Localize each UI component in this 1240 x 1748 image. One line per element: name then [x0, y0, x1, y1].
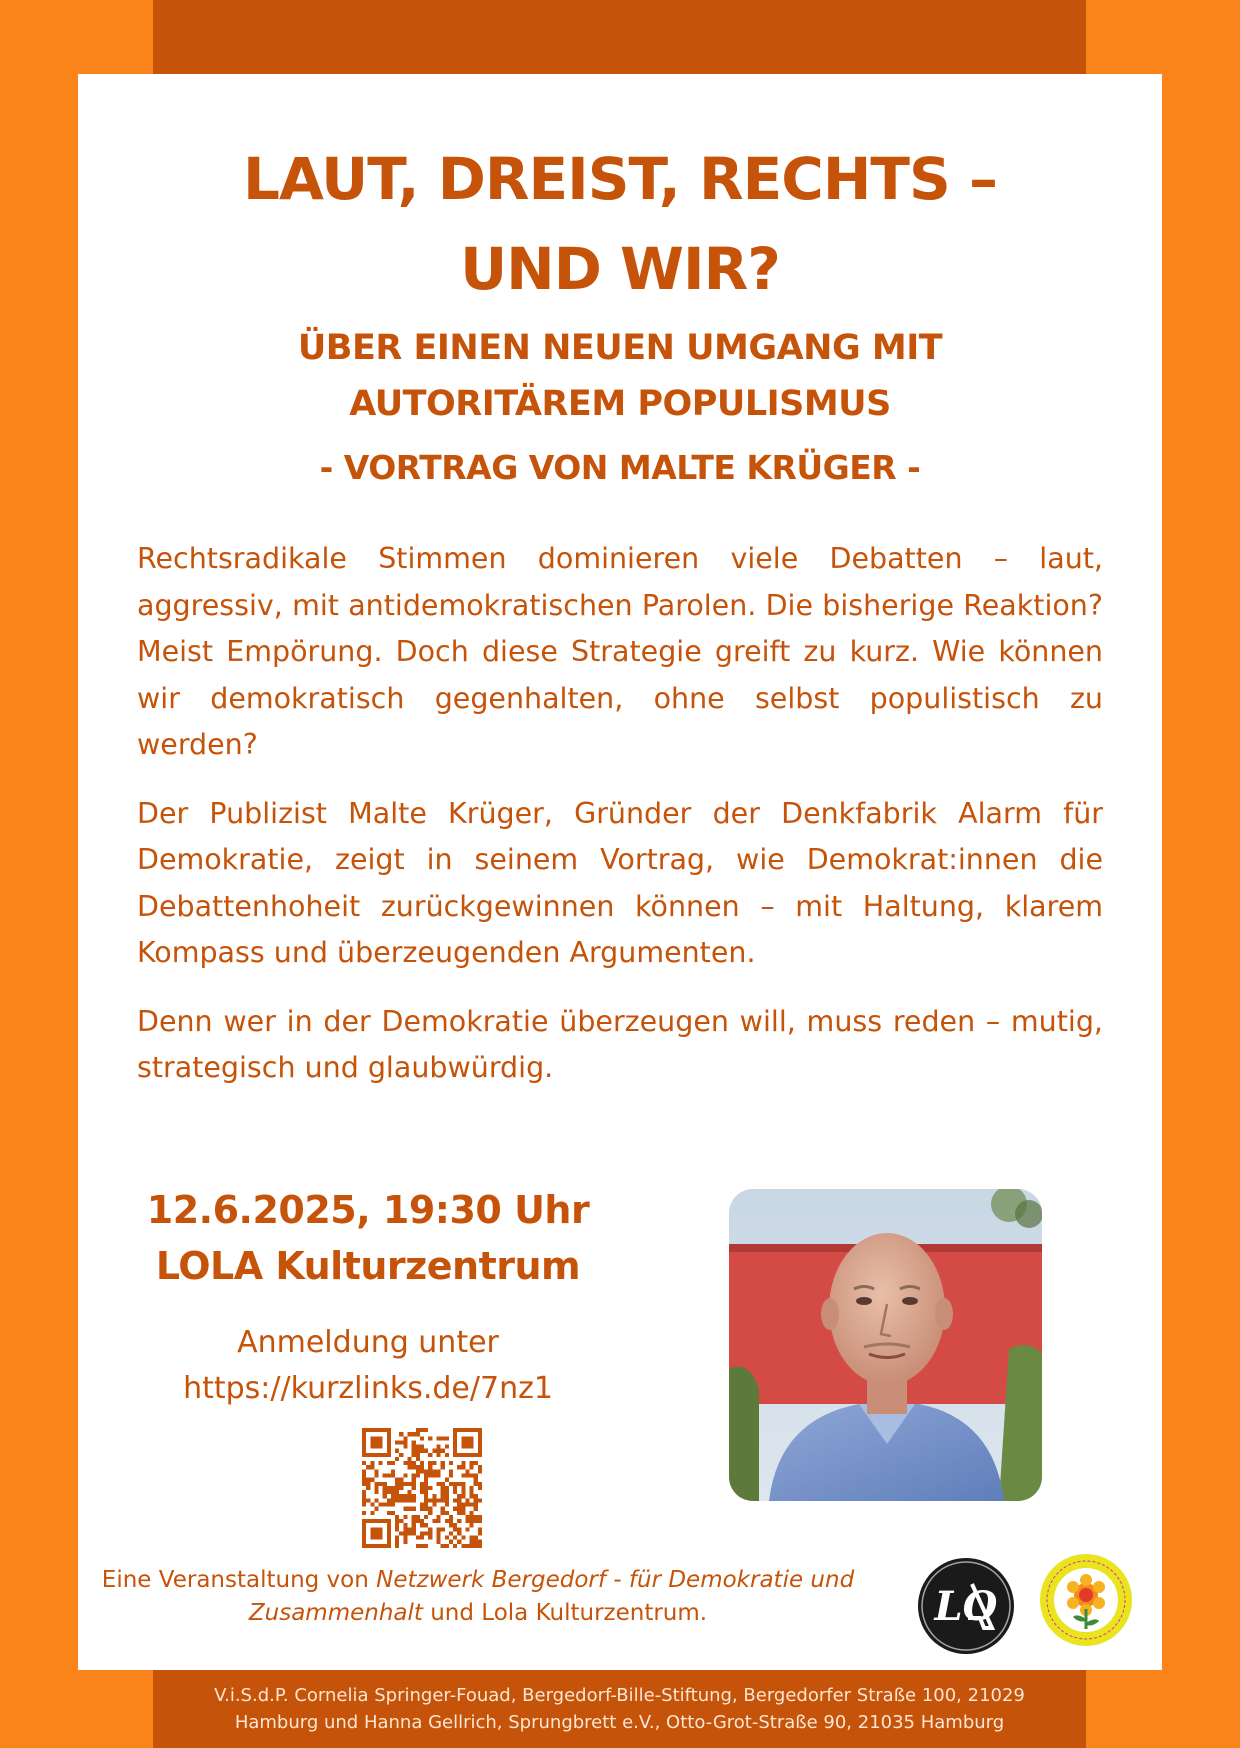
imprint-line-1: V.i.S.d.P. Cornelia Springer-Fouad, Bergedorf-Bille-Stiftung, Bergedorfer Straße 100, 21029 — [214, 1685, 1025, 1706]
subtitle-line-1: ÜBER EINEN NEUEN UMGANG MIT — [297, 328, 943, 368]
credit-organizer: Netzwerk Bergedorf - für Demokratie und Zusammenhalt — [248, 1567, 855, 1626]
credit-suffix: und Lola Kulturzentrum. — [422, 1600, 708, 1626]
subtitle — [78, 320, 1162, 432]
paragraph-1: Rechtsradikale Stimmen dominieren viele Debatten – laut, aggressiv, mit antidemokratischen Parolen. Die bisherige Reaktion? Meist Empörung. Doch diese Strategie greift zu kurz. Wie können wir demokratisch gegenhalten, ohne selbst populistisch zu werden? — [137, 542, 1103, 761]
title-line-1: LAUT, DREIST, RECHTS – — [243, 145, 997, 213]
event-venue: LOLA Kulturzentrum — [155, 1244, 581, 1288]
subtitle-line-2: AUTORITÄREM POPULISMUS — [349, 384, 891, 424]
top-band — [153, 0, 1086, 74]
imprint-footer — [153, 1670, 1086, 1748]
event-datetime: 12.6.2025, 19:30 Uhr — [146, 1188, 590, 1232]
description — [137, 536, 1103, 1114]
organizer-credit — [98, 1564, 858, 1630]
credit-prefix: Eine Veranstaltung von — [101, 1567, 377, 1593]
lola-logo-icon — [916, 1556, 1016, 1656]
speaker-photo — [729, 1189, 1042, 1501]
speaker-line: - VORTRAG VON MALTE KRÜGER - — [319, 448, 921, 487]
page-title — [78, 134, 1162, 314]
flyer-card — [78, 74, 1162, 1670]
imprint-line-2: Hamburg und Hanna Gellrich, Sprungbrett e.V., Otto-Grot-Straße 90, 21035 Hamburg — [234, 1712, 1005, 1733]
title-line-2: UND WIR? — [460, 235, 780, 303]
event-info — [118, 1182, 618, 1294]
netzwerk-bergedorf-logo-icon — [1039, 1553, 1133, 1647]
registration-label: Anmeldung unter — [237, 1325, 499, 1360]
qr-code-icon[interactable] — [362, 1428, 482, 1548]
paragraph-2: Der Publizist Malte Krüger, Gründer der Denkfabrik Alarm für Demokratie, zeigt in seinem Vortrag, wie Demokrat:innen die Debattenhoheit zurückgewinnen können – mit Haltung, klarem Kompass und überzeugenden Argumenten. — [137, 796, 1103, 969]
paragraph-3: Denn wer in der Demokratie überzeugen will, muss reden – mutig, strategisch und glaubwürdig. — [137, 1004, 1103, 1084]
svg-text:LO: LO — [934, 1583, 998, 1630]
registration — [118, 1320, 618, 1412]
registration-link[interactable]: https://kurzlinks.de/7nz1 — [183, 1371, 553, 1406]
